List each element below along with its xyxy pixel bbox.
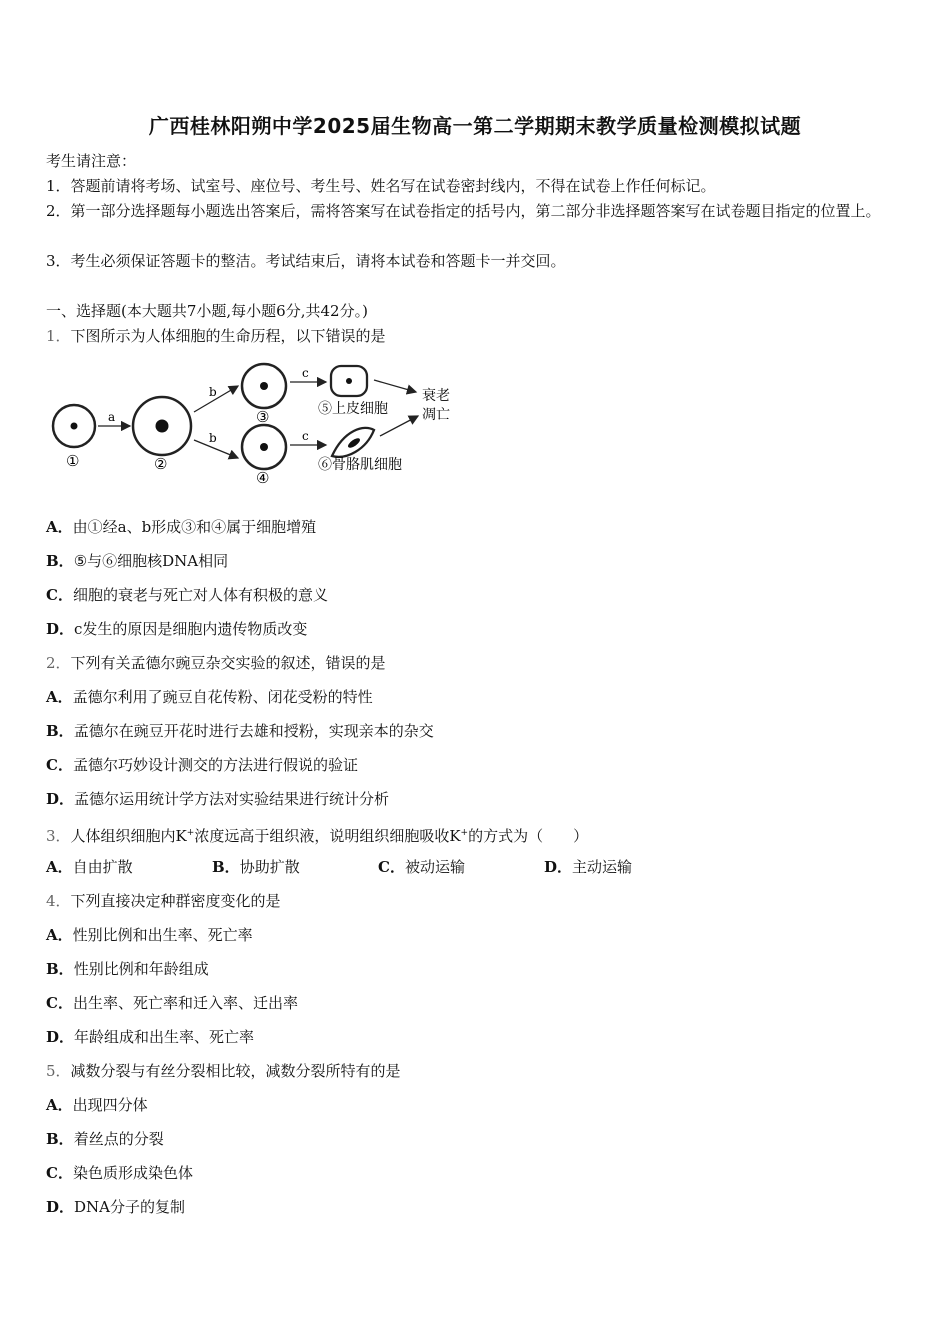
notice-item-3: 3．考生必须保证答题卡的整洁。考试结束后，请将本试卷和答题卡一并交回。 [46, 252, 566, 270]
q4-option-d[interactable] [46, 1026, 254, 1048]
question-stem: 下图所示为人体细胞的生命历程，以下错误的是 [70, 327, 386, 345]
q2-option-c[interactable] [46, 754, 358, 776]
q3-option-c[interactable] [378, 856, 544, 878]
question-number: 5． [46, 1062, 71, 1080]
option-text: 着丝点的分裂 [73, 1130, 164, 1148]
question-stem-part: 人体组织细胞内K [70, 827, 187, 845]
option-text: 孟德尔利用了豌豆自花传粉、闭花受粉的特性 [72, 688, 373, 706]
arrow-a-label: a [108, 410, 116, 424]
option-label: B． [46, 1130, 74, 1148]
option-label: B． [46, 960, 74, 978]
option-label: C． [46, 756, 73, 774]
q5-option-d[interactable] [46, 1196, 185, 1218]
option-label: D． [46, 1198, 75, 1216]
option-text: 主动运输 [572, 858, 633, 876]
arrow-c-down-label: c [302, 429, 309, 443]
q2-option-b[interactable] [46, 720, 434, 742]
option-label: C． [46, 1164, 73, 1182]
cell-2-label: ② [154, 455, 168, 473]
option-label: C． [378, 858, 405, 876]
q1-option-c[interactable] [46, 584, 328, 606]
option-label: D． [544, 858, 573, 876]
page-title: 广西桂林阳朔中学2025届生物高一第二学期期末教学质量检测模拟试题 [148, 114, 802, 138]
q5-option-b[interactable] [46, 1128, 164, 1150]
q3-options-row [46, 856, 710, 878]
option-text: 出生率、死亡率和迁入率、迁出率 [72, 994, 298, 1012]
arrow-fate-down [380, 416, 418, 436]
section-heading: 一、选择题(本大题共7小题,每小题6分,共42分。) [46, 302, 368, 320]
option-text: ⑤与⑥细胞核DNA相同 [73, 552, 229, 570]
option-text: c发生的原因是细胞内遗传物质改变 [74, 620, 308, 638]
cell-1-label: ① [66, 452, 80, 470]
option-label: A． [46, 688, 73, 706]
option-label: A． [46, 858, 73, 876]
option-text: 孟德尔运用统计学方法对实验结果进行统计分析 [74, 790, 390, 808]
q3-option-d[interactable] [544, 856, 710, 878]
question-4 [46, 890, 281, 912]
q4-option-a[interactable] [46, 924, 253, 946]
option-text: 被动运输 [404, 858, 465, 876]
option-text: 年龄组成和出生率、死亡率 [74, 1028, 255, 1046]
q2-option-a[interactable] [46, 686, 373, 708]
q4-option-b[interactable] [46, 958, 209, 980]
question-stem-part: 的方式为（ ） [468, 827, 589, 845]
option-label: B． [212, 858, 240, 876]
question-1 [46, 325, 386, 347]
option-text: 性别比例和年龄组成 [73, 960, 209, 978]
question-5 [46, 1060, 401, 1082]
option-text: 孟德尔巧妙设计测交的方法进行假说的验证 [72, 756, 358, 774]
q1-option-b[interactable] [46, 550, 228, 572]
option-text: DNA分子的复制 [74, 1198, 186, 1216]
cell-4-label: ④ [256, 469, 270, 487]
option-label: D． [46, 620, 75, 638]
option-text: 染色质形成染色体 [72, 1164, 193, 1182]
q5-option-c[interactable] [46, 1162, 193, 1184]
option-label: A． [46, 518, 73, 536]
option-label: C． [46, 586, 73, 604]
option-text: 出现四分体 [72, 1096, 148, 1114]
option-text: 细胞的衰老与死亡对人体有积极的意义 [72, 586, 328, 604]
superscript: + [460, 828, 469, 838]
option-label: A． [46, 1096, 73, 1114]
option-label: D． [46, 1028, 75, 1046]
question-stem: 减数分裂与有丝分裂相比较，减数分裂所特有的是 [70, 1062, 401, 1080]
q3-option-a[interactable] [46, 856, 212, 878]
option-label: A． [46, 926, 73, 944]
notice-item-2: 2．第一部分选择题每小题选出答案后，需将答案写在试卷指定的括号内，第二部分非选择题答案写在试卷题目指定的位置上。 [46, 202, 881, 220]
muscle-cell-label: ⑥骨胳肌细胞 [318, 457, 402, 473]
q4-option-c[interactable] [46, 992, 298, 1014]
question-2 [46, 652, 386, 674]
question-stem: 下列直接决定种群密度变化的是 [70, 892, 281, 910]
option-label: B． [46, 552, 74, 570]
epithelial-cell-label: ⑤上皮细胞 [318, 401, 388, 417]
question-number: 2． [46, 654, 71, 672]
q5-option-a[interactable] [46, 1094, 148, 1116]
q1-option-d[interactable] [46, 618, 307, 640]
option-text: 自由扩散 [72, 858, 133, 876]
cell-life-diagram [44, 358, 464, 488]
question-stem-part: 浓度远高于组织液，说明组织细胞吸收K [194, 827, 461, 845]
arrow-b-up-label: b [209, 385, 217, 399]
question-3 [46, 822, 588, 847]
q2-option-d[interactable] [46, 788, 389, 810]
notice-header: 考生请注意： [46, 152, 137, 170]
option-label: C． [46, 994, 73, 1012]
arrow-fate-up [374, 380, 416, 392]
option-text: 孟德尔在豌豆开花时进行去雄和授粉，实现亲本的杂交 [73, 722, 434, 740]
option-text: 性别比例和出生率、死亡率 [72, 926, 253, 944]
arrow-b-down-label: b [209, 431, 217, 445]
option-label: D． [46, 790, 75, 808]
question-stem: 下列有关孟德尔豌豆杂交实验的叙述，错误的是 [70, 654, 386, 672]
cell-3-label: ③ [256, 408, 270, 426]
superscript: + [186, 828, 195, 838]
question-number: 1． [46, 327, 71, 345]
option-label: B． [46, 722, 74, 740]
question-number: 3． [46, 827, 71, 845]
q3-option-b[interactable] [212, 856, 378, 878]
option-text: 协助扩散 [239, 858, 300, 876]
notice-item-1: 1．答题前请将考场、试室号、座位号、考生号、姓名写在试卷密封线内，不得在试卷上作任何标记。 [46, 177, 716, 195]
option-text: 由①经a、b形成③和④属于细胞增殖 [72, 518, 317, 536]
fate-label-aging: 衰老 [422, 388, 450, 404]
fate-label-apoptosis: 凋亡 [422, 407, 450, 423]
q1-option-a[interactable] [46, 516, 316, 538]
arrow-c-up-label: c [302, 366, 309, 380]
question-number: 4． [46, 892, 71, 910]
